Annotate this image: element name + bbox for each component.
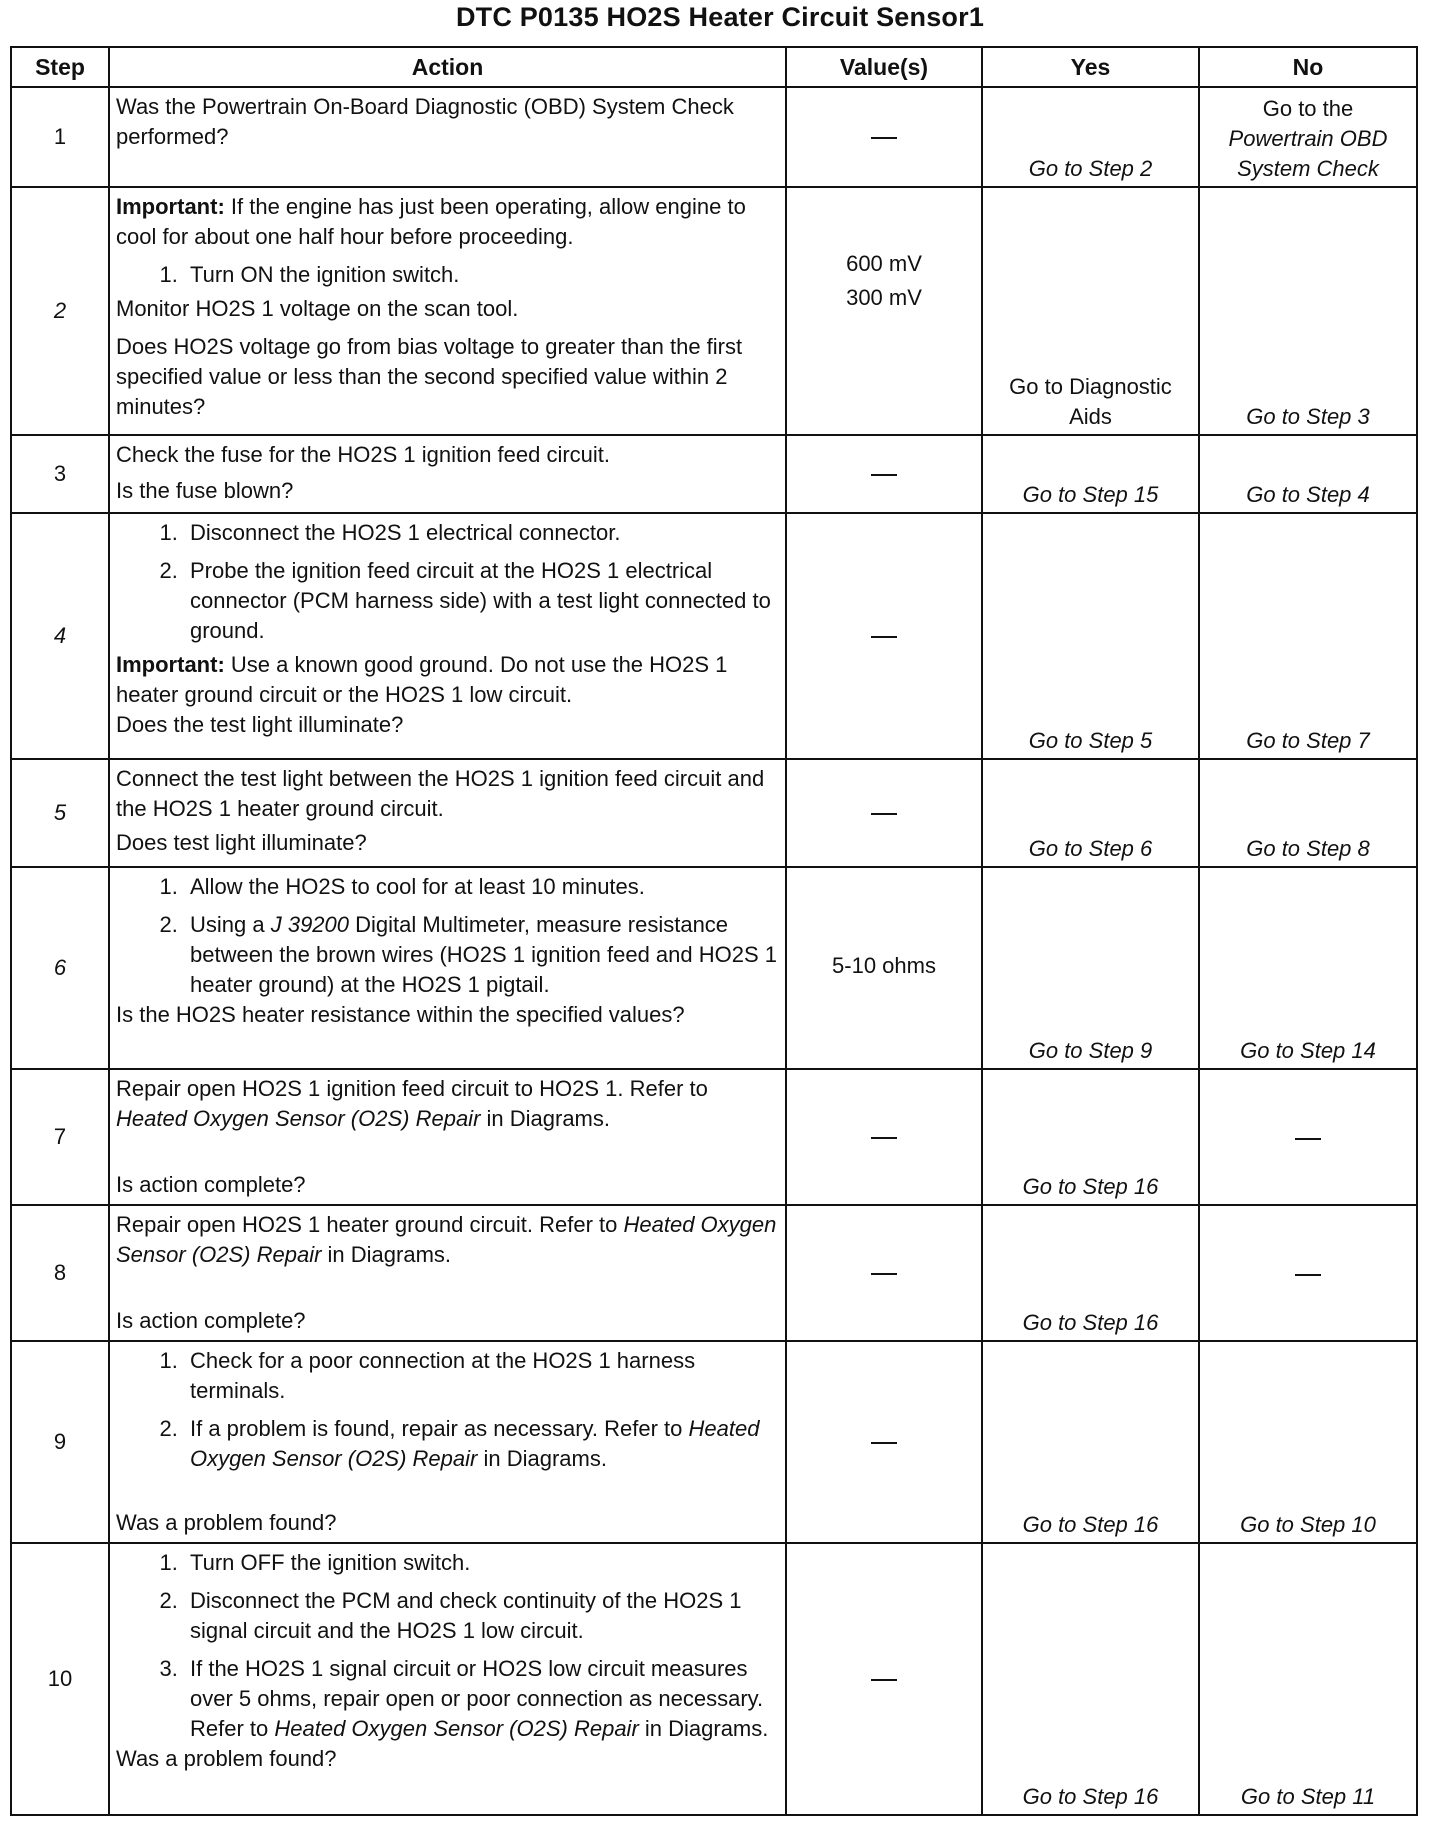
step-number: 8: [11, 1205, 109, 1341]
no-cell: Go to Step 3: [1199, 187, 1417, 435]
value-item: 300 mV: [846, 285, 922, 310]
action-step: 3. If the HO2S 1 signal circuit or HO2S low circuit measures over 5 ohms, repair open or poor connection as necessary. Refer to Heated Oxygen Sensor (O2S) Repair in Diagrams.: [184, 1654, 779, 1744]
action-text: Was the Powertrain On-Board Diagnostic (OBD) System Check performed?: [116, 94, 734, 149]
action-question: Is action complete?: [116, 1172, 306, 1197]
step-number: 5: [11, 759, 109, 867]
step-number: 9: [11, 1341, 109, 1543]
important-text: Use a known good ground. Do not use the HO2S 1 heater ground circuit or the HO2S 1 low circuit.: [116, 652, 728, 707]
dash-placeholder: [1295, 1138, 1321, 1140]
action-text: Repair open HO2S 1 heater ground circuit. Refer to Heated Oxygen Sensor (O2S) Repair in Diagrams.: [116, 1212, 777, 1267]
step-number: 3: [11, 435, 109, 513]
no-cell: [1199, 1069, 1417, 1205]
action-steps: [116, 1346, 779, 1478]
action-step: 1. Disconnect the HO2S 1 electrical connector.: [184, 518, 779, 548]
yes-cell: Go to Step 15: [982, 435, 1199, 513]
reference-link: Heated Oxygen Sensor (O2S) Repair: [274, 1716, 639, 1741]
dash-placeholder: [871, 137, 897, 139]
action-cell: [109, 187, 786, 435]
action-step: 1. Allow the HO2S to cool for at least 10 minutes.: [184, 872, 779, 902]
action-cell: [109, 1069, 786, 1205]
table-header-row: [11, 47, 1417, 87]
action-cell: [109, 759, 786, 867]
value-item: 5-10 ohms: [832, 953, 936, 978]
value-cell: [786, 1205, 982, 1341]
action-question: Is action complete?: [116, 1308, 306, 1333]
value-cell: [786, 187, 982, 435]
yes-cell: Go to Step 16: [982, 1341, 1199, 1543]
step-number: 2: [11, 187, 109, 435]
reference-link: Heated Oxygen Sensor (O2S) Repair: [116, 1212, 777, 1267]
no-cell: [1199, 1205, 1417, 1341]
no-text-line1: Go to the: [1262, 96, 1354, 121]
step-number: 4: [11, 513, 109, 759]
no-cell: Go to Step 14: [1199, 867, 1417, 1069]
dash-placeholder: [871, 1273, 897, 1275]
action-step: 2. Disconnect the PCM and check continuity of the HO2S 1 signal circuit and the HO2S 1 low circuit.: [184, 1586, 779, 1646]
action-question: Is the fuse blown?: [116, 478, 294, 503]
yes-cell: Go to Step 9: [982, 867, 1199, 1069]
action-step: 1. Check for a poor connection at the HO2S 1 harness terminals.: [184, 1346, 779, 1406]
action-question: Does the test light illuminate?: [116, 712, 404, 737]
action-question: Is the HO2S heater resistance within the specified values?: [116, 1002, 685, 1027]
value-cell: [786, 1069, 982, 1205]
step-number: 10: [11, 1543, 109, 1815]
table-row: [11, 867, 1417, 1069]
action-cell: [109, 1341, 786, 1543]
action-steps: [116, 260, 779, 290]
value-cell: [786, 435, 982, 513]
action-steps: [116, 1548, 779, 1744]
action-question: Was a problem found?: [116, 1510, 337, 1535]
no-cell: Go to Step 11: [1199, 1543, 1417, 1815]
action-step: 2. If a problem is found, repair as necessary. Refer to Heated Oxygen Sensor (O2S) Repair in Diagrams.: [184, 1414, 779, 1474]
action-cell: [109, 435, 786, 513]
action-cell: [109, 513, 786, 759]
dash-placeholder: [871, 813, 897, 815]
dash-placeholder: [871, 1679, 897, 1681]
value-item: 600 mV: [846, 251, 922, 276]
reference-link: Heated Oxygen Sensor (O2S) Repair: [190, 1416, 760, 1471]
table-row: [11, 1205, 1417, 1341]
action-cell: [109, 1205, 786, 1341]
action-step: 1. Turn ON the ignition switch.: [184, 260, 779, 290]
dash-placeholder: [871, 1442, 897, 1444]
value-cell: [786, 1543, 982, 1815]
tool-name: J 39200: [270, 912, 350, 937]
table-row: [11, 435, 1417, 513]
action-question: Does HO2S voltage go from bias voltage to greater than the first specified value or less than the second specified value within 2 minutes?: [116, 334, 743, 419]
action-cell: [109, 867, 786, 1069]
action-steps: [116, 872, 779, 1000]
no-cell: Go to Step 4: [1199, 435, 1417, 513]
dash-placeholder: [871, 474, 897, 476]
page-title: DTC P0135 HO2S Heater Circuit Sensor1: [455, 2, 985, 32]
action-step-text: Digital Multimeter, measure resistance between the brown wires (HO2S 1 ignition feed and HO2S 1 heater ground) at the HO2S 1 pigtail.: [190, 912, 777, 997]
action-steps: [116, 518, 779, 646]
no-cell: Go to Step 7: [1199, 513, 1417, 759]
value-cell: [786, 87, 982, 187]
value-cell: [786, 759, 982, 867]
yes-cell: Go to Step 16: [982, 1069, 1199, 1205]
dash-placeholder: [871, 1137, 897, 1139]
header-yes: Yes: [982, 47, 1199, 87]
table-row: [11, 513, 1417, 759]
action-step: 2. Probe the ignition feed circuit at the HO2S 1 electrical connector (PCM harness side) with a test light connected to ground.: [184, 556, 779, 646]
header-no: No: [1199, 47, 1417, 87]
table-row: [11, 759, 1417, 867]
yes-cell: Go to Step 16: [982, 1205, 1199, 1341]
action-text: Connect the test light between the HO2S 1 ignition feed circuit and the HO2S 1 heater ground circuit.: [116, 766, 765, 821]
no-cell: Go to Step 10: [1199, 1341, 1417, 1543]
action-cell: [109, 1543, 786, 1815]
header-action: Action: [109, 47, 786, 87]
header-step: Step: [11, 47, 109, 87]
step-number: 6: [11, 867, 109, 1069]
value-cell: [786, 1341, 982, 1543]
step-number: 1: [11, 87, 109, 187]
header-values: Value(s): [786, 47, 982, 87]
no-text-line2: Powertrain OBD System Check: [1228, 126, 1388, 181]
table-row: [11, 87, 1417, 187]
action-step: [184, 910, 779, 1000]
step-number: 7: [11, 1069, 109, 1205]
diagnostic-table: [10, 46, 1418, 1816]
yes-cell: Go to Step 6: [982, 759, 1199, 867]
dash-placeholder: [1295, 1274, 1321, 1276]
action-question: Does test light illuminate?: [116, 830, 367, 855]
important-label: Important:: [116, 194, 225, 219]
no-cell: Go to Step 8: [1199, 759, 1417, 867]
action-step: 1. Turn OFF the ignition switch.: [184, 1548, 779, 1578]
action-text: Check the fuse for the HO2S 1 ignition feed circuit.: [116, 442, 611, 467]
yes-cell: Go to Step 5: [982, 513, 1199, 759]
table-row: [11, 1341, 1417, 1543]
important-text: If the engine has just been operating, allow engine to cool for about one half hour before proceeding.: [116, 194, 746, 249]
no-cell: [1199, 87, 1417, 187]
action-text: Repair open HO2S 1 ignition feed circuit to HO2S 1. Refer to Heated Oxygen Sensor (O2S) Repair in Diagrams.: [116, 1076, 708, 1131]
important-label: Important:: [116, 652, 225, 677]
value-cell: [786, 513, 982, 759]
action-question: Was a problem found?: [116, 1746, 337, 1771]
table-row: [11, 1543, 1417, 1815]
action-text: Monitor HO2S 1 voltage on the scan tool.: [116, 296, 519, 321]
table-row: [11, 187, 1417, 435]
reference-link: Heated Oxygen Sensor (O2S) Repair: [116, 1106, 481, 1131]
important-note: [116, 192, 779, 252]
action-cell: [109, 87, 786, 187]
important-note: [116, 650, 779, 710]
table-row: [11, 1069, 1417, 1205]
yes-cell: Go to Diagnostic Aids: [982, 187, 1199, 435]
value-cell: [786, 867, 982, 1069]
yes-cell: Go to Step 2: [982, 87, 1199, 187]
dash-placeholder: [871, 636, 897, 638]
yes-cell: Go to Step 16: [982, 1543, 1199, 1815]
action-step-text: Using a: [190, 912, 271, 937]
